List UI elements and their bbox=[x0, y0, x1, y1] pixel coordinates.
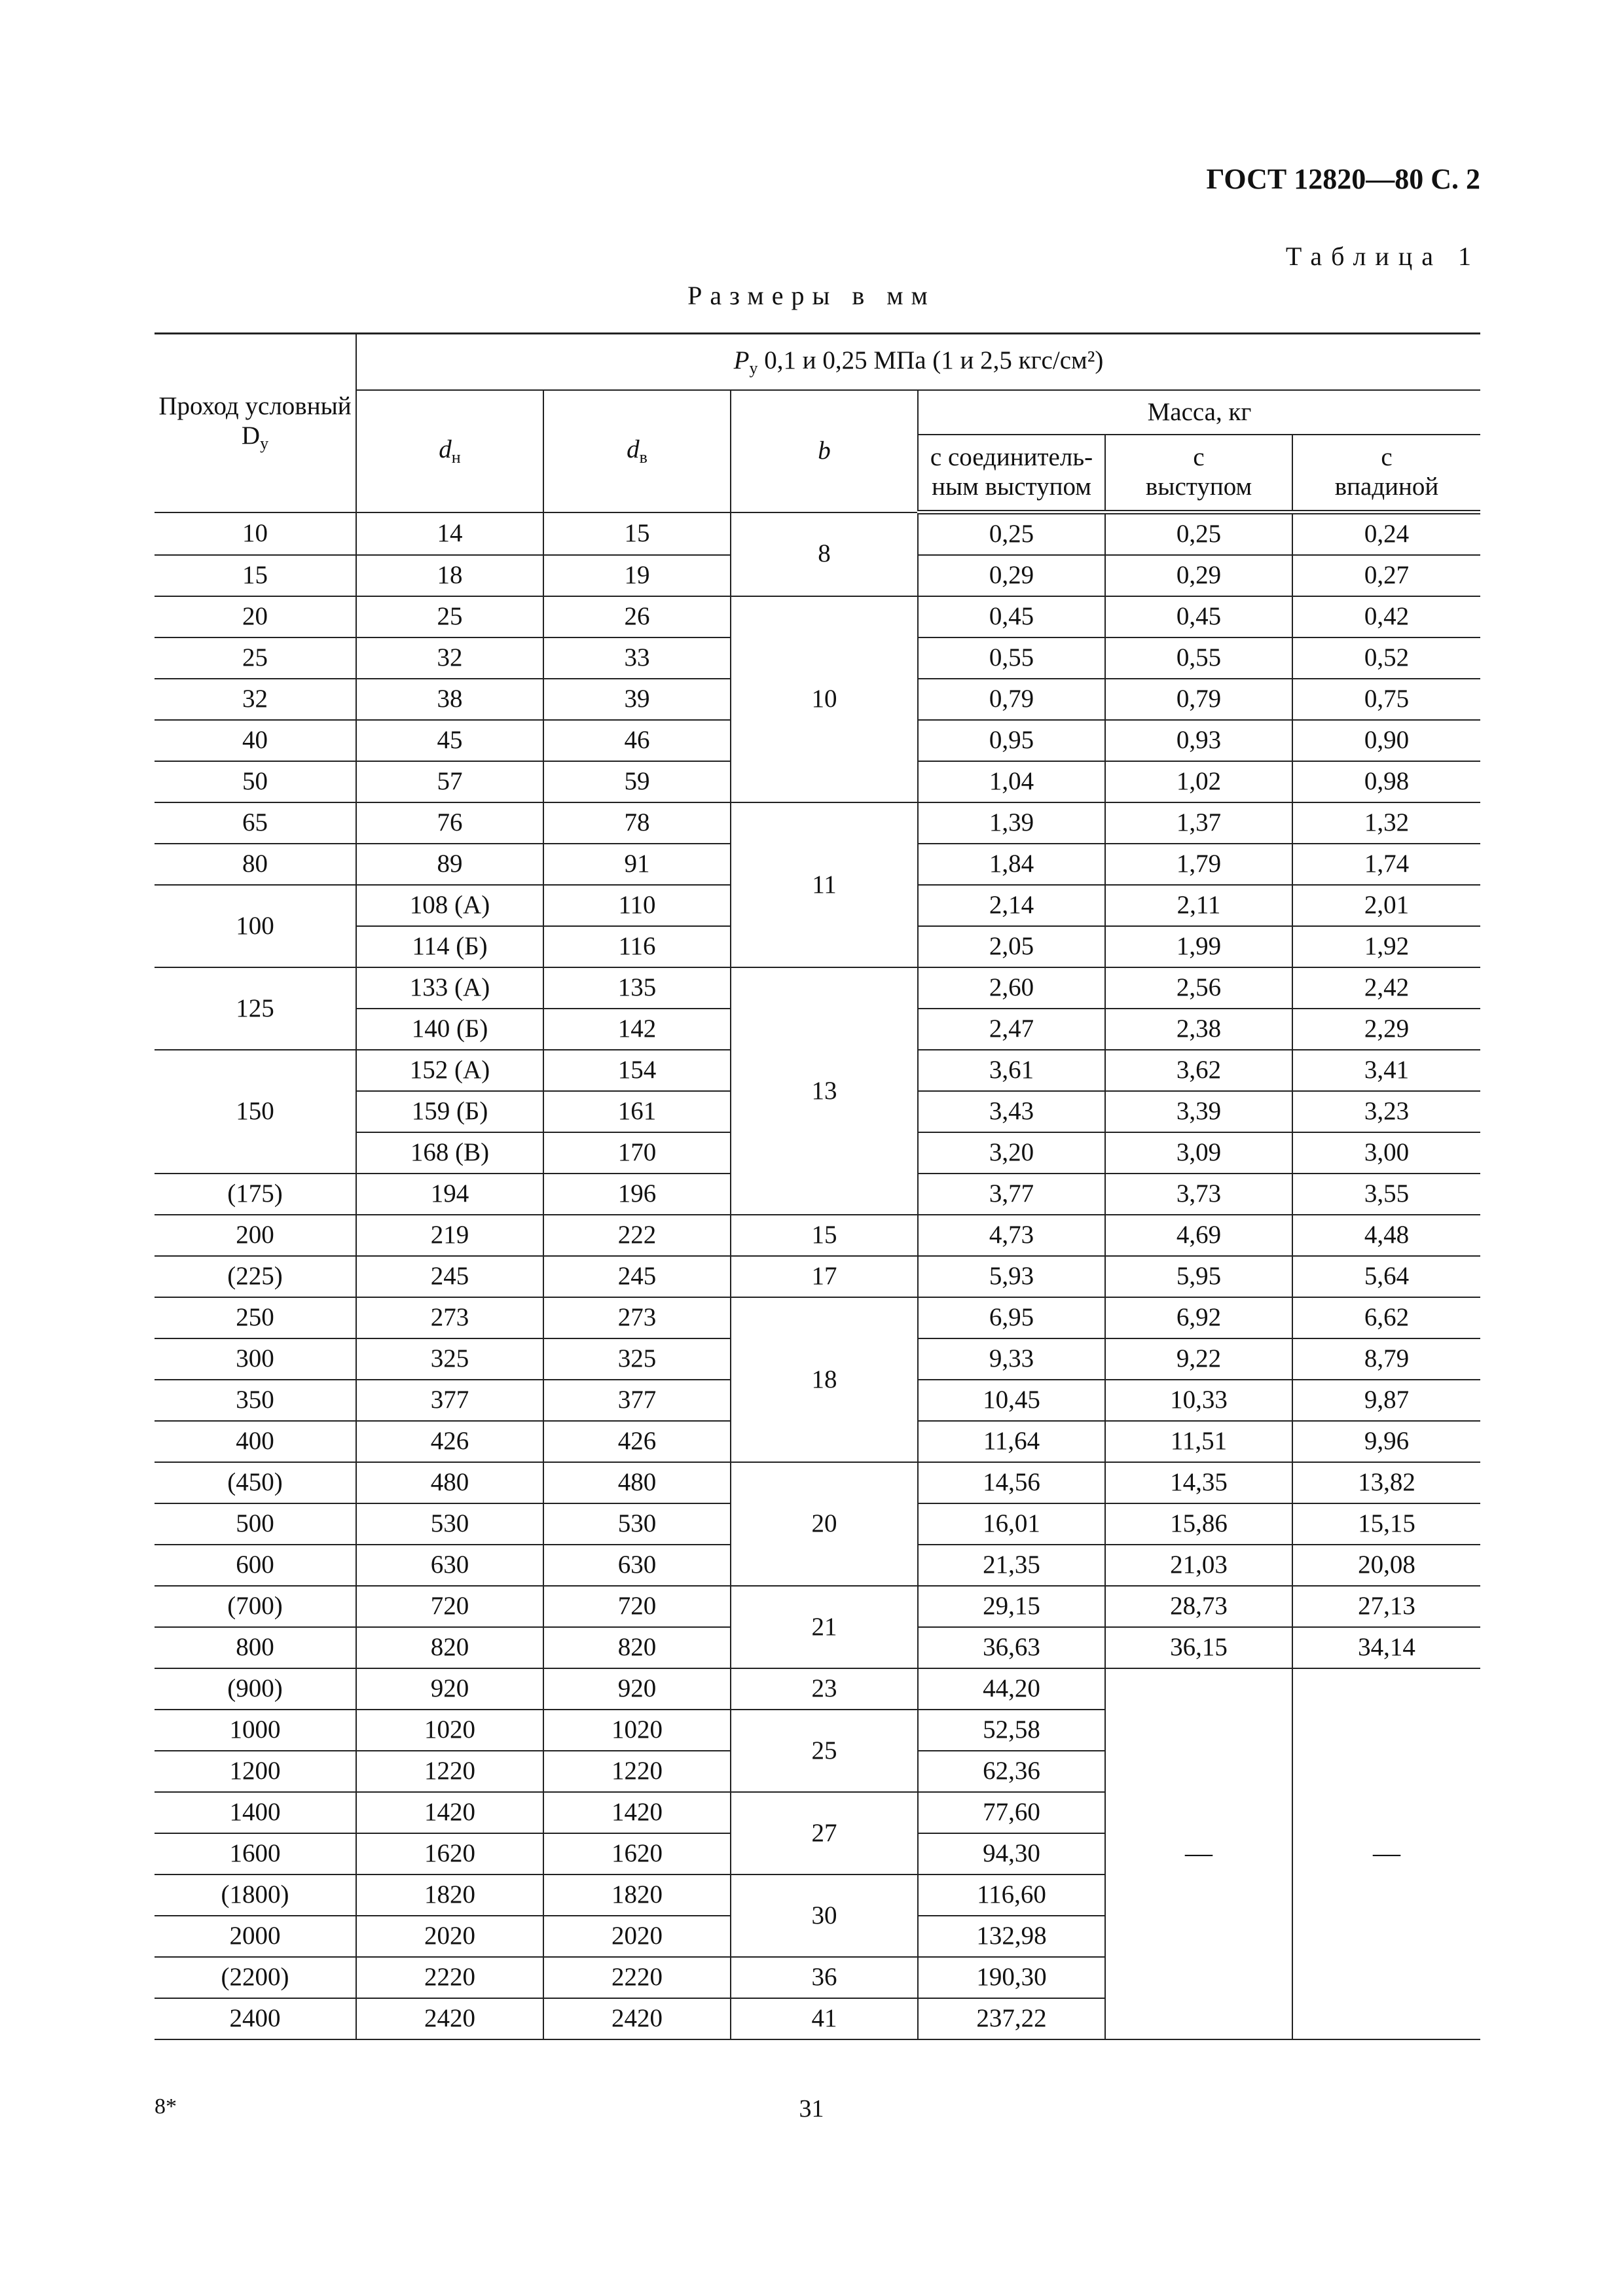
cell-b: 21 bbox=[731, 1586, 918, 1668]
cell-mass-projection: 14,35 bbox=[1105, 1462, 1292, 1503]
cell-mass-joint: 2,47 bbox=[918, 1009, 1105, 1050]
flange-dimensions-table bbox=[155, 332, 1480, 2040]
cell-mass-projection: 15,86 bbox=[1105, 1503, 1292, 1545]
table-body bbox=[155, 512, 1480, 2040]
table-number: Таблица 1 bbox=[1285, 242, 1480, 271]
cell-mass-joint: 0,95 bbox=[918, 720, 1105, 761]
cell-mass-joint: 0,45 bbox=[918, 596, 1105, 637]
cell-mass-recess: — bbox=[1292, 1668, 1480, 2039]
cell-mass-recess: 0,24 bbox=[1292, 512, 1480, 556]
cell-nominal-bore: 350 bbox=[155, 1380, 356, 1421]
header-mass: Масса, кг bbox=[918, 390, 1480, 435]
cell-mass-joint: 14,56 bbox=[918, 1462, 1105, 1503]
cell-mass-projection: 1,02 bbox=[1105, 761, 1292, 802]
cell-dv: 110 bbox=[543, 885, 731, 926]
cell-mass-projection: 5,95 bbox=[1105, 1256, 1292, 1297]
cell-dn: 820 bbox=[356, 1627, 543, 1668]
table-row bbox=[155, 1668, 1480, 1710]
cell-dn: 133 (А) bbox=[356, 967, 543, 1009]
cell-mass-joint: 116,60 bbox=[918, 1874, 1105, 1916]
cell-nominal-bore: (175) bbox=[155, 1174, 356, 1215]
cell-b: 15 bbox=[731, 1215, 918, 1256]
cell-dv: 91 bbox=[543, 844, 731, 885]
cell-mass-joint: 9,33 bbox=[918, 1338, 1105, 1380]
cell-b: 30 bbox=[731, 1874, 918, 1957]
cell-dn: 920 bbox=[356, 1668, 543, 1710]
cell-mass-projection: 0,45 bbox=[1105, 596, 1292, 637]
cell-nominal-bore: (225) bbox=[155, 1256, 356, 1297]
header-mass-joint-line1: с соединитель- bbox=[930, 443, 1093, 472]
cell-mass-joint: 29,15 bbox=[918, 1586, 1105, 1627]
header-b-symbol: b bbox=[818, 436, 831, 465]
header-nominal-bore bbox=[155, 334, 356, 512]
cell-nominal-bore: 125 bbox=[155, 967, 356, 1050]
cell-dv: 720 bbox=[543, 1586, 731, 1627]
cell-nominal-bore: 32 bbox=[155, 679, 356, 720]
cell-dn: 2420 bbox=[356, 1998, 543, 2039]
cell-mass-recess: 3,41 bbox=[1292, 1050, 1480, 1091]
cell-dv: 1420 bbox=[543, 1792, 731, 1833]
cell-mass-joint: 190,30 bbox=[918, 1957, 1105, 1998]
cell-mass-joint: 21,35 bbox=[918, 1545, 1105, 1586]
cell-mass-recess: 4,48 bbox=[1292, 1215, 1480, 1256]
cell-mass-joint: 3,61 bbox=[918, 1050, 1105, 1091]
cell-nominal-bore: 800 bbox=[155, 1627, 356, 1668]
cell-dn: 1820 bbox=[356, 1874, 543, 1916]
cell-mass-projection: 3,62 bbox=[1105, 1050, 1292, 1091]
table-row bbox=[155, 802, 1480, 844]
cell-nominal-bore: 80 bbox=[155, 844, 356, 885]
cell-nominal-bore: 25 bbox=[155, 637, 356, 679]
cell-mass-projection: 28,73 bbox=[1105, 1586, 1292, 1627]
cell-mass-recess: 34,14 bbox=[1292, 1627, 1480, 1668]
cell-mass-recess: 1,32 bbox=[1292, 802, 1480, 844]
cell-nominal-bore: 1400 bbox=[155, 1792, 356, 1833]
cell-dv: 33 bbox=[543, 637, 731, 679]
cell-dn: 530 bbox=[356, 1503, 543, 1545]
cell-mass-joint: 2,05 bbox=[918, 926, 1105, 967]
cell-mass-joint: 36,63 bbox=[918, 1627, 1105, 1668]
header-mass-recess-line2: впадиной bbox=[1334, 473, 1439, 501]
cell-nominal-bore: 65 bbox=[155, 802, 356, 844]
cell-dv: 920 bbox=[543, 1668, 731, 1710]
header-dn-symbol: d bbox=[439, 435, 452, 463]
cell-mass-recess: 0,98 bbox=[1292, 761, 1480, 802]
cell-mass-recess: 2,29 bbox=[1292, 1009, 1480, 1050]
cell-nominal-bore: 1600 bbox=[155, 1833, 356, 1874]
cell-nominal-bore: 1200 bbox=[155, 1751, 356, 1792]
cell-mass-recess: 0,52 bbox=[1292, 637, 1480, 679]
cell-b: 11 bbox=[731, 802, 918, 967]
cell-mass-projection: 3,39 bbox=[1105, 1091, 1292, 1132]
cell-mass-projection: 3,09 bbox=[1105, 1132, 1292, 1174]
cell-nominal-bore: 500 bbox=[155, 1503, 356, 1545]
cell-dn: 720 bbox=[356, 1586, 543, 1627]
cell-dn: 25 bbox=[356, 596, 543, 637]
cell-b: 13 bbox=[731, 967, 918, 1215]
cell-mass-joint: 62,36 bbox=[918, 1751, 1105, 1792]
cell-mass-projection: 1,99 bbox=[1105, 926, 1292, 967]
cell-dn: 32 bbox=[356, 637, 543, 679]
cell-dv: 15 bbox=[543, 512, 731, 556]
header-dn bbox=[356, 390, 543, 512]
table-row bbox=[155, 1256, 1480, 1297]
table-row bbox=[155, 1586, 1480, 1627]
cell-dv: 480 bbox=[543, 1462, 731, 1503]
cell-dv: 196 bbox=[543, 1174, 731, 1215]
cell-mass-projection: 6,92 bbox=[1105, 1297, 1292, 1338]
cell-dv: 273 bbox=[543, 1297, 731, 1338]
cell-dv: 26 bbox=[543, 596, 731, 637]
cell-dv: 2020 bbox=[543, 1916, 731, 1957]
cell-mass-joint: 1,84 bbox=[918, 844, 1105, 885]
cell-mass-recess: 2,42 bbox=[1292, 967, 1480, 1009]
cell-dn: 426 bbox=[356, 1421, 543, 1462]
units-caption: Размеры в мм bbox=[687, 281, 936, 310]
page-number: 31 bbox=[799, 2095, 824, 2123]
header-mass-projection-line1: с bbox=[1193, 443, 1205, 472]
cell-dn: 480 bbox=[356, 1462, 543, 1503]
cell-nominal-bore: 300 bbox=[155, 1338, 356, 1380]
header-pressure bbox=[356, 334, 1480, 391]
cell-dn: 1220 bbox=[356, 1751, 543, 1792]
header-nominal-bore-label: Проход условный D bbox=[158, 392, 352, 450]
cell-dn: 1620 bbox=[356, 1833, 543, 1874]
cell-dn: 245 bbox=[356, 1256, 543, 1297]
cell-dn: 159 (Б) bbox=[356, 1091, 543, 1132]
cell-mass-recess: 8,79 bbox=[1292, 1338, 1480, 1380]
cell-mass-recess: 1,74 bbox=[1292, 844, 1480, 885]
cell-dv: 78 bbox=[543, 802, 731, 844]
header-mass-recess-line1: с bbox=[1381, 443, 1393, 472]
header-mass-projection-line2: выступом bbox=[1145, 473, 1252, 501]
cell-mass-joint: 132,98 bbox=[918, 1916, 1105, 1957]
cell-nominal-bore: (450) bbox=[155, 1462, 356, 1503]
cell-dv: 135 bbox=[543, 967, 731, 1009]
cell-nominal-bore: 200 bbox=[155, 1215, 356, 1256]
cell-dv: 426 bbox=[543, 1421, 731, 1462]
cell-dv: 161 bbox=[543, 1091, 731, 1132]
cell-mass-projection: 11,51 bbox=[1105, 1421, 1292, 1462]
footer-mark: 8* bbox=[155, 2094, 177, 2119]
cell-dv: 1220 bbox=[543, 1751, 731, 1792]
cell-dn: 168 (В) bbox=[356, 1132, 543, 1174]
cell-mass-joint: 0,29 bbox=[918, 555, 1105, 596]
cell-mass-recess: 9,87 bbox=[1292, 1380, 1480, 1421]
cell-dn: 114 (Б) bbox=[356, 926, 543, 967]
cell-dv: 116 bbox=[543, 926, 731, 967]
cell-dv: 530 bbox=[543, 1503, 731, 1545]
cell-dv: 46 bbox=[543, 720, 731, 761]
cell-mass-joint: 1,39 bbox=[918, 802, 1105, 844]
cell-mass-recess: 3,00 bbox=[1292, 1132, 1480, 1174]
cell-nominal-bore: 250 bbox=[155, 1297, 356, 1338]
cell-mass-recess: 6,62 bbox=[1292, 1297, 1480, 1338]
cell-b: 17 bbox=[731, 1256, 918, 1297]
cell-mass-joint: 3,20 bbox=[918, 1132, 1105, 1174]
table-row bbox=[155, 1215, 1480, 1256]
cell-dn: 76 bbox=[356, 802, 543, 844]
cell-mass-projection: 0,79 bbox=[1105, 679, 1292, 720]
table-row bbox=[155, 512, 1480, 556]
cell-mass-joint: 11,64 bbox=[918, 1421, 1105, 1462]
table-row bbox=[155, 1462, 1480, 1503]
cell-mass-projection: 0,55 bbox=[1105, 637, 1292, 679]
header-dv bbox=[543, 390, 731, 512]
cell-b: 25 bbox=[731, 1710, 918, 1792]
cell-dv: 59 bbox=[543, 761, 731, 802]
cell-mass-joint: 4,73 bbox=[918, 1215, 1105, 1256]
cell-mass-joint: 3,77 bbox=[918, 1174, 1105, 1215]
cell-mass-joint: 10,45 bbox=[918, 1380, 1105, 1421]
cell-nominal-bore: 15 bbox=[155, 555, 356, 596]
cell-mass-joint: 0,25 bbox=[918, 512, 1105, 556]
cell-mass-joint: 237,22 bbox=[918, 1998, 1105, 2039]
header-mass-recess bbox=[1292, 435, 1480, 512]
cell-mass-joint: 2,60 bbox=[918, 967, 1105, 1009]
cell-mass-recess: 3,23 bbox=[1292, 1091, 1480, 1132]
cell-dn: 194 bbox=[356, 1174, 543, 1215]
cell-nominal-bore: (700) bbox=[155, 1586, 356, 1627]
cell-dv: 820 bbox=[543, 1627, 731, 1668]
cell-dv: 377 bbox=[543, 1380, 731, 1421]
cell-mass-joint: 16,01 bbox=[918, 1503, 1105, 1545]
cell-dn: 2220 bbox=[356, 1957, 543, 1998]
cell-mass-projection: 10,33 bbox=[1105, 1380, 1292, 1421]
cell-dv: 1620 bbox=[543, 1833, 731, 1874]
cell-mass-projection: 2,56 bbox=[1105, 967, 1292, 1009]
cell-mass-joint: 6,95 bbox=[918, 1297, 1105, 1338]
cell-mass-projection: 0,29 bbox=[1105, 555, 1292, 596]
cell-mass-projection: 0,93 bbox=[1105, 720, 1292, 761]
cell-dn: 2020 bbox=[356, 1916, 543, 1957]
cell-mass-projection: 36,15 bbox=[1105, 1627, 1292, 1668]
cell-mass-projection: 2,11 bbox=[1105, 885, 1292, 926]
table-row bbox=[155, 1297, 1480, 1338]
cell-nominal-bore: 100 bbox=[155, 885, 356, 967]
cell-mass-recess: 20,08 bbox=[1292, 1545, 1480, 1586]
cell-mass-joint: 3,43 bbox=[918, 1091, 1105, 1132]
cell-mass-joint: 0,79 bbox=[918, 679, 1105, 720]
cell-mass-joint: 77,60 bbox=[918, 1792, 1105, 1833]
cell-b: 23 bbox=[731, 1668, 918, 1710]
cell-mass-recess: 2,01 bbox=[1292, 885, 1480, 926]
pressure-sub: у bbox=[749, 358, 758, 378]
cell-mass-recess: 13,82 bbox=[1292, 1462, 1480, 1503]
cell-mass-joint: 1,04 bbox=[918, 761, 1105, 802]
cell-mass-joint: 44,20 bbox=[918, 1668, 1105, 1710]
cell-dv: 630 bbox=[543, 1545, 731, 1586]
cell-mass-joint: 2,14 bbox=[918, 885, 1105, 926]
cell-dn: 57 bbox=[356, 761, 543, 802]
cell-nominal-bore: 2000 bbox=[155, 1916, 356, 1957]
cell-dn: 140 (Б) bbox=[356, 1009, 543, 1050]
cell-mass-joint: 5,93 bbox=[918, 1256, 1105, 1297]
header-mass-joint bbox=[918, 435, 1105, 512]
cell-dn: 38 bbox=[356, 679, 543, 720]
cell-nominal-bore: 600 bbox=[155, 1545, 356, 1586]
cell-mass-projection: 9,22 bbox=[1105, 1338, 1292, 1380]
cell-dn: 108 (А) bbox=[356, 885, 543, 926]
cell-mass-joint: 94,30 bbox=[918, 1833, 1105, 1874]
header-mass-joint-line2: ным выступом bbox=[932, 473, 1091, 501]
cell-nominal-bore: 150 bbox=[155, 1050, 356, 1174]
cell-nominal-bore: 40 bbox=[155, 720, 356, 761]
cell-dv: 2420 bbox=[543, 1998, 731, 2039]
cell-dn: 219 bbox=[356, 1215, 543, 1256]
cell-dv: 2220 bbox=[543, 1957, 731, 1998]
cell-nominal-bore: (1800) bbox=[155, 1874, 356, 1916]
header-dn-sub: н bbox=[451, 447, 461, 467]
header-dv-sub: в bbox=[639, 447, 647, 467]
cell-mass-projection: 1,37 bbox=[1105, 802, 1292, 844]
cell-mass-recess: 0,75 bbox=[1292, 679, 1480, 720]
cell-mass-projection: 21,03 bbox=[1105, 1545, 1292, 1586]
cell-nominal-bore: 1000 bbox=[155, 1710, 356, 1751]
header-dv-symbol: d bbox=[627, 435, 640, 463]
cell-dn: 89 bbox=[356, 844, 543, 885]
cell-nominal-bore: 50 bbox=[155, 761, 356, 802]
cell-dv: 142 bbox=[543, 1009, 731, 1050]
cell-mass-projection: 4,69 bbox=[1105, 1215, 1292, 1256]
cell-mass-joint: 52,58 bbox=[918, 1710, 1105, 1751]
cell-dn: 1020 bbox=[356, 1710, 543, 1751]
cell-mass-projection: 0,25 bbox=[1105, 512, 1292, 556]
cell-nominal-bore: 2400 bbox=[155, 1998, 356, 2039]
cell-dv: 325 bbox=[543, 1338, 731, 1380]
cell-dv: 154 bbox=[543, 1050, 731, 1091]
header-mass-projection bbox=[1105, 435, 1292, 512]
cell-b: 36 bbox=[731, 1957, 918, 1998]
cell-mass-projection: 2,38 bbox=[1105, 1009, 1292, 1050]
table-row bbox=[155, 967, 1480, 1009]
cell-mass-recess: 0,90 bbox=[1292, 720, 1480, 761]
cell-dn: 630 bbox=[356, 1545, 543, 1586]
cell-b: 41 bbox=[731, 1998, 918, 2039]
header-b bbox=[731, 390, 918, 512]
cell-dv: 1820 bbox=[543, 1874, 731, 1916]
cell-mass-joint: 0,55 bbox=[918, 637, 1105, 679]
document-header: ГОСТ 12820—80 С. 2 bbox=[1206, 163, 1480, 195]
cell-dn: 14 bbox=[356, 512, 543, 556]
cell-b: 8 bbox=[731, 512, 918, 597]
cell-nominal-bore: (900) bbox=[155, 1668, 356, 1710]
cell-dn: 377 bbox=[356, 1380, 543, 1421]
cell-b: 18 bbox=[731, 1297, 918, 1462]
cell-dn: 325 bbox=[356, 1338, 543, 1380]
cell-dn: 273 bbox=[356, 1297, 543, 1338]
table-row bbox=[155, 596, 1480, 637]
cell-dn: 152 (А) bbox=[356, 1050, 543, 1091]
cell-b: 10 bbox=[731, 596, 918, 802]
cell-b: 20 bbox=[731, 1462, 918, 1586]
cell-dn: 1420 bbox=[356, 1792, 543, 1833]
cell-nominal-bore: 20 bbox=[155, 596, 356, 637]
cell-mass-recess: 1,92 bbox=[1292, 926, 1480, 967]
cell-dv: 170 bbox=[543, 1132, 731, 1174]
cell-dn: 45 bbox=[356, 720, 543, 761]
cell-mass-recess: 3,55 bbox=[1292, 1174, 1480, 1215]
cell-dv: 19 bbox=[543, 555, 731, 596]
cell-mass-recess: 5,64 bbox=[1292, 1256, 1480, 1297]
pressure-symbol: P bbox=[733, 346, 750, 374]
cell-mass-projection: — bbox=[1105, 1668, 1292, 2039]
pressure-text: 0,1 и 0,25 МПа (1 и 2,5 кгс/см²) bbox=[757, 346, 1104, 374]
cell-dn: 18 bbox=[356, 555, 543, 596]
cell-dv: 1020 bbox=[543, 1710, 731, 1751]
header-nominal-bore-sub: у bbox=[260, 434, 269, 454]
cell-dv: 222 bbox=[543, 1215, 731, 1256]
cell-nominal-bore: (2200) bbox=[155, 1957, 356, 1998]
cell-nominal-bore: 10 bbox=[155, 512, 356, 556]
cell-mass-projection: 1,79 bbox=[1105, 844, 1292, 885]
cell-mass-recess: 15,15 bbox=[1292, 1503, 1480, 1545]
cell-b: 27 bbox=[731, 1792, 918, 1874]
cell-mass-projection: 3,73 bbox=[1105, 1174, 1292, 1215]
cell-dv: 39 bbox=[543, 679, 731, 720]
cell-mass-recess: 9,96 bbox=[1292, 1421, 1480, 1462]
cell-mass-recess: 0,27 bbox=[1292, 555, 1480, 596]
cell-nominal-bore: 400 bbox=[155, 1421, 356, 1462]
cell-mass-recess: 27,13 bbox=[1292, 1586, 1480, 1627]
cell-dv: 245 bbox=[543, 1256, 731, 1297]
cell-mass-recess: 0,42 bbox=[1292, 596, 1480, 637]
